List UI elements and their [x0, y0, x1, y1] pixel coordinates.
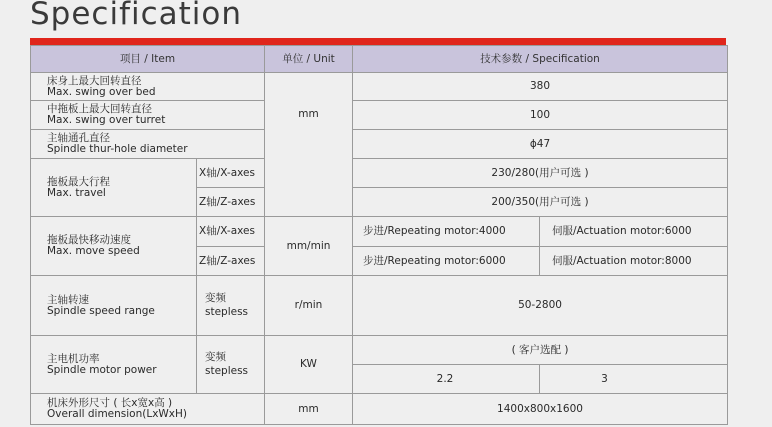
- row-value: 230/280(用户可选 ): [353, 159, 728, 188]
- label-cn: 主轴通孔直径: [47, 132, 110, 144]
- row-label: [31, 276, 197, 336]
- row-value: 50-2800: [353, 276, 728, 336]
- mode-label: [197, 276, 265, 336]
- label-cn: 主轴转速: [47, 293, 89, 306]
- unit-speed: mm/min: [265, 217, 353, 276]
- axis-label-x: X轴/X-axes: [197, 217, 265, 247]
- label-en: Max. move speed: [47, 245, 140, 257]
- label-cn: 主电机功率: [47, 352, 100, 365]
- table-row: [31, 217, 728, 247]
- table-row: [31, 394, 728, 425]
- row-value: 100: [353, 101, 728, 130]
- row-label: [31, 336, 197, 394]
- mode-cn: 变频: [205, 292, 226, 304]
- label-cn: 中拖板上最大回转直径: [47, 103, 152, 115]
- mode-cn: 变频: [205, 351, 226, 363]
- label-en: Max. swing over turret: [47, 114, 166, 126]
- table-header: [31, 46, 728, 73]
- power-value-a: 2.2: [353, 365, 540, 394]
- header-item: 项目 / Item: [31, 46, 265, 73]
- mode-en: stepless: [205, 365, 249, 377]
- row-label: [31, 101, 265, 130]
- power-note: ( 客户选配 ): [353, 336, 728, 365]
- x-step-value: 步进/Repeating motor:4000: [353, 217, 540, 247]
- z-step-value: 步进/Repeating motor:6000: [353, 247, 540, 276]
- table-row: [31, 73, 728, 101]
- row-value: ϕ47: [353, 130, 728, 159]
- table-row: [31, 159, 728, 188]
- axis-label-z: Z轴/Z-axes: [197, 247, 265, 276]
- label-cn: 拖板最大行程: [47, 175, 110, 188]
- row-label: [31, 130, 265, 159]
- row-value: 1400x800x1600: [353, 394, 728, 425]
- label-en: Spindle thur-hole diameter: [47, 143, 188, 155]
- axis-label-x: X轴/X-axes: [197, 159, 265, 188]
- unit-rpm: r/min: [265, 276, 353, 336]
- axis-label-z: Z轴/Z-axes: [197, 188, 265, 217]
- label-cn: 机床外形尺寸 ( 长x宽x高 ): [47, 397, 173, 409]
- row-label: [31, 394, 265, 425]
- header-spec: 技术参数 / Specification: [353, 46, 728, 73]
- power-value-b: 3: [540, 365, 728, 394]
- mode-en: stepless: [205, 306, 249, 318]
- row-value: 380: [353, 73, 728, 101]
- label-cn: 床身上最大回转直径: [47, 74, 142, 87]
- label-en: Spindle speed range: [47, 304, 155, 317]
- label-en: Max. travel: [47, 186, 106, 199]
- label-cn: 拖板最快移动速度: [47, 234, 131, 246]
- accent-bar: [30, 38, 726, 45]
- x-servo-value: 伺服/Actuation motor:6000: [540, 217, 728, 247]
- unit-kw: KW: [265, 336, 353, 394]
- row-label: [31, 217, 197, 276]
- table-row: [31, 101, 728, 130]
- row-value: 200/350(用户可选 ): [353, 188, 728, 217]
- z-servo-value: 伺服/Actuation motor:8000: [540, 247, 728, 276]
- label-en: Spindle motor power: [47, 363, 157, 376]
- row-label: [31, 73, 265, 101]
- spec-table: [30, 45, 728, 425]
- row-label: [31, 159, 197, 217]
- page-title: Specification: [30, 0, 243, 32]
- table-row: [31, 276, 728, 336]
- mode-label: [197, 336, 265, 394]
- table-row: [31, 336, 728, 365]
- header-unit: 单位 / Unit: [265, 46, 353, 73]
- unit-dimension: mm: [265, 394, 353, 425]
- label-en: Overall dimension(LxWxH): [47, 408, 188, 420]
- label-en: Max. swing over bed: [47, 85, 156, 98]
- unit-mm: mm: [265, 73, 353, 217]
- table-row: [31, 130, 728, 159]
